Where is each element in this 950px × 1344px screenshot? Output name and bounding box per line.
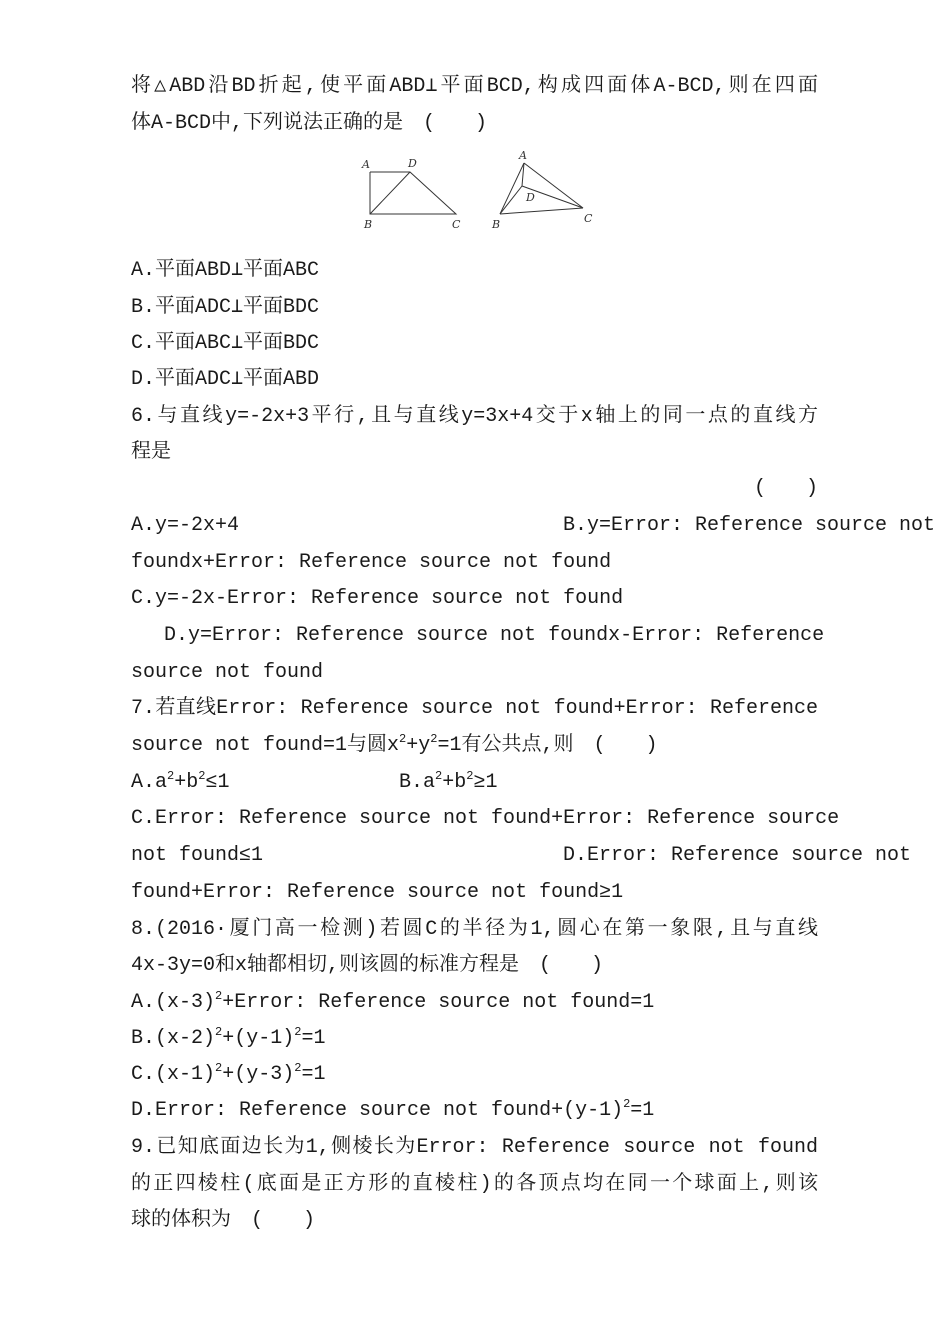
label-b-left: B: [364, 218, 373, 231]
tetrahedron-figure: [356, 148, 616, 238]
label-c-right: C: [584, 212, 593, 225]
q7-option-b: $B.a^2+b^2\ge 1$: [399, 769, 498, 794]
q5-option-c: C.平面ABC⊥平面BDC: [131, 332, 320, 355]
q9-stem-line-2: 的正四棱柱(底面是正方形的直棱柱)的各顶点均在同一个球面上,则该: [131, 1173, 818, 1196]
q8-option-d: D.Error: Reference source not $found+(y-1)^2=1$: [131, 1097, 655, 1122]
q8-option-c: $C.(x-1)^2+(y-3)^2=1$: [131, 1061, 326, 1086]
q5-option-a: A.平面ABD⊥平面ABC: [131, 259, 320, 282]
intro-line-1: 将△ABD沿BD折起,使平面ABD⊥平面BCD,构成四面体A-BCD,则在四面: [131, 75, 818, 98]
q7-stem-line-2: source not found=1与圆$x^2+y^2=1$有公共点,则 ( ): [131, 732, 658, 757]
label-a-right: A: [519, 149, 527, 162]
q5-option-d: D.平面ADC⊥平面ABD: [131, 368, 320, 391]
q8-stem-line-2: 4x-3y=0和x轴都相切,则该圆的标准方程是 ( ): [131, 954, 604, 977]
q6-option-b-cont: foundx+Error: Reference source not found: [131, 551, 612, 574]
q6-answer-bracket: ( ): [753, 477, 818, 500]
label-c-left: C: [452, 218, 461, 231]
q7-option-d: D.Error: Reference source not: [563, 844, 912, 867]
q6-option-c: C.y=-2x-Error: Reference source not found: [131, 587, 624, 610]
q9-stem-line-1: 9.已知底面边长为1,侧棱长为Error: Reference source not found: [131, 1136, 818, 1159]
q7-option-d-cont: found+Error: Reference source not found≥1: [131, 881, 624, 904]
q6-option-d: D.y=Error: Reference source not foundx-Error: Reference: [164, 624, 825, 647]
q8-option-b: $B.(x-2)^2+(y-1)^2=1$: [131, 1025, 326, 1050]
planar-figure: [370, 172, 456, 214]
intro-line-2: 体A-BCD中,下列说法正确的是 ( ): [131, 112, 488, 135]
q6-stem-line-1: 6.与直线y=-2x+3平行,且与直线y=3x+4交于x轴上的同一点的直线方: [131, 405, 818, 428]
q6-option-a: A.y=-2x+4: [131, 514, 240, 537]
q7-option-c-cont: not found≤1: [131, 844, 264, 867]
q6-option-d-cont: source not found: [131, 661, 324, 684]
q7-option-a: $A.a^2+b^2\le 1$: [131, 769, 230, 794]
q8-stem-line-1: 8.(2016·厦门高一检测)若圆C的半径为1,圆心在第一象限,且与直线: [131, 918, 818, 941]
q8-option-a: $A.(x-3)^2+Error$: Reference source not found=1: [131, 989, 655, 1014]
q7-option-row-ab: [131, 771, 818, 795]
label-d-left: D: [408, 157, 417, 170]
q6-option-b: B.y=Error: Reference source not: [563, 514, 936, 537]
q7-option-c: C.Error: Reference source not found+Error: Reference source: [131, 807, 840, 830]
tetrahedron: [500, 163, 583, 214]
q7-option-row-cd: [131, 844, 912, 868]
q5-option-b: B.平面ADC⊥平面BDC: [131, 296, 320, 319]
q7-stem-line-1: 7.若直线Error: Reference source not found+Error: Reference: [131, 697, 818, 720]
label-a-left: A: [362, 158, 370, 171]
label-d-right: D: [526, 191, 535, 204]
q9-stem-line-3: 球的体积为 ( ): [131, 1209, 316, 1232]
label-b-right: B: [492, 218, 501, 231]
q6-stem-line-2: 程是: [131, 441, 171, 464]
q6-option-row-ab: [131, 514, 936, 538]
